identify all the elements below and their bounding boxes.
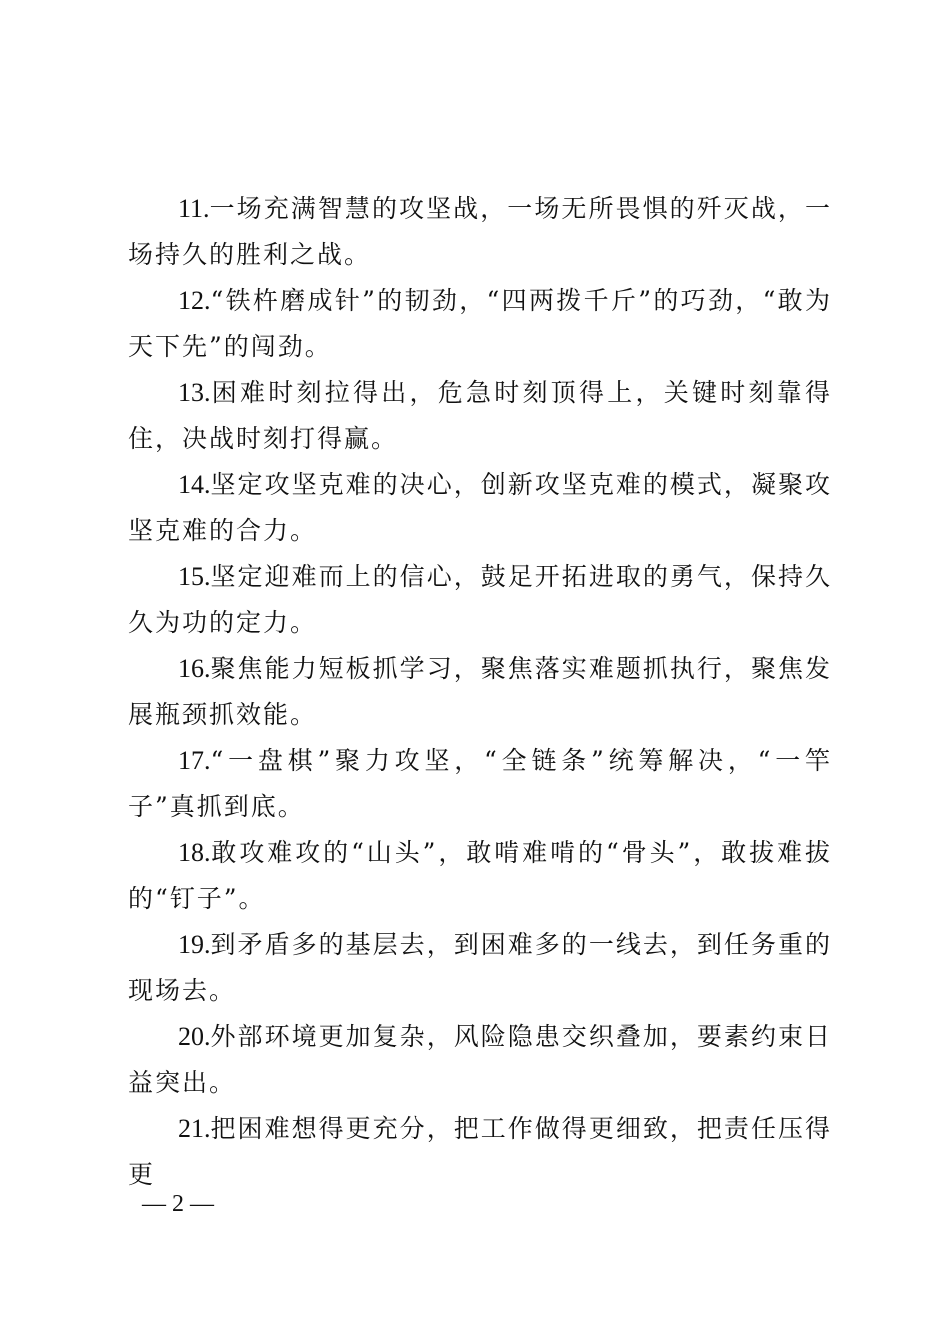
paragraph-number: 20. — [178, 1022, 211, 1051]
paragraph-17 — [128, 738, 832, 830]
paragraph-number: 18. — [178, 838, 211, 867]
paragraph-number: 12. — [178, 286, 211, 315]
paragraph-19 — [128, 922, 832, 1014]
paragraph-number: 16. — [178, 654, 211, 683]
paragraph-16 — [128, 646, 832, 738]
paragraph-15 — [128, 554, 832, 646]
document-body — [128, 186, 832, 1198]
paragraph-number: 17. — [178, 746, 211, 775]
paragraph-13 — [128, 370, 832, 462]
paragraph-text: 坚定攻坚克难的决心，创新攻坚克难的模式，凝聚攻坚克难的合力。 — [128, 470, 832, 545]
paragraph-text: 一场充满智慧的攻坚战，一场无所畏惧的歼灭战，一场持久的胜利之战。 — [128, 194, 832, 269]
paragraph-20 — [128, 1014, 832, 1106]
paragraph-text: 敢攻难攻的“山头”，敢啃难啃的“骨头”，敢拔难拔的“钉子”。 — [128, 838, 832, 913]
paragraph-number: 14. — [178, 470, 211, 499]
paragraph-21 — [128, 1106, 832, 1198]
paragraph-text: 聚焦能力短板抓学习，聚焦落实难题抓执行，聚焦发展瓶颈抓效能。 — [128, 654, 832, 729]
paragraph-number: 13. — [178, 378, 211, 407]
paragraph-14 — [128, 462, 832, 554]
page-number: — 2 — — [142, 1191, 214, 1217]
paragraph-number: 21. — [178, 1114, 211, 1143]
paragraph-text: 困难时刻拉得出，危急时刻顶得上，关键时刻靠得住，决战时刻打得赢。 — [128, 378, 832, 453]
paragraph-text: 到矛盾多的基层去，到困难多的一线去，到任务重的现场去。 — [128, 930, 832, 1005]
paragraph-18 — [128, 830, 832, 922]
paragraph-12 — [128, 278, 832, 370]
paragraph-number: 15. — [178, 562, 211, 591]
paragraph-text: “一盘棋”聚力攻坚，“全链条”统筹解决，“一竿子”真抓到底。 — [128, 746, 832, 821]
paragraph-number: 11. — [178, 194, 210, 223]
paragraph-text: 外部环境更加复杂，风险隐患交织叠加，要素约束日益突出。 — [128, 1022, 832, 1097]
paragraph-text: 把困难想得更充分，把工作做得更细致，把责任压得更 — [128, 1114, 832, 1189]
paragraph-text: 坚定迎难而上的信心，鼓足开拓进取的勇气，保持久久为功的定力。 — [128, 562, 832, 637]
paragraph-text: “铁杵磨成针”的韧劲，“四两拨千斤”的巧劲，“敢为天下先”的闯劲。 — [128, 286, 832, 361]
paragraph-number: 19. — [178, 930, 211, 959]
paragraph-11 — [128, 186, 832, 278]
